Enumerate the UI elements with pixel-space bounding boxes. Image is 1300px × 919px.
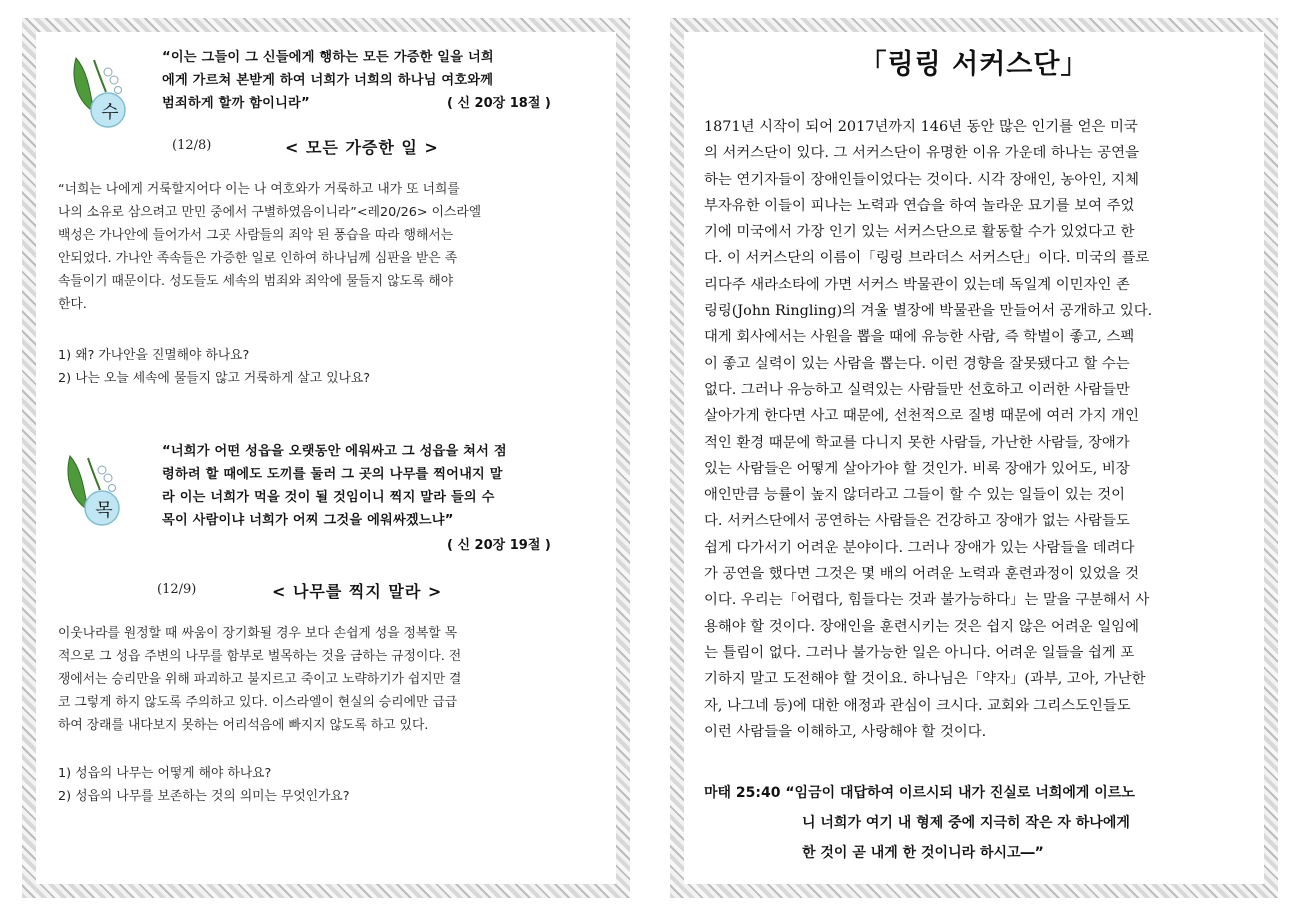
- page-title: 「링링 서커스단」: [859, 49, 1089, 80]
- body-line: 안되었다. 가나안 족속들은 가증한 일로 인하여 하나님께 심판을 받은 족: [58, 251, 458, 266]
- body-line: 는 틀림이 없다. 그러나 불가능한 일은 아니다. 어려운 일들을 쉽게 포: [704, 644, 1135, 661]
- body-line: 이다. 우리는「어렵다, 힘들다는 것과 불가능하다」는 말을 구분해서 사: [704, 592, 1150, 609]
- date-label: (12/9): [157, 582, 197, 597]
- body-line: 백성은 가나안에 들어가서 그곳 사람들의 죄악 된 풍습을 따라 행해서는: [58, 228, 454, 243]
- question-item: 1) 왜? 가나안을 진멸해야 하나요?: [58, 348, 250, 363]
- verse-reference: ( 신 20장 18절 ): [447, 96, 551, 111]
- verse-line: “이는 그들이 그 신들에게 행하는 모든 가증한 일을 너희: [162, 50, 494, 65]
- body-line: 있는 사람들은 어떻게 살아가야 할 것인가. 비록 장애가 있어도, 비장: [704, 460, 1130, 477]
- body-line: 이 좋고 실력이 있는 사람을 뽑는다. 이런 경향을 잘못됐다고 할 수는: [704, 355, 1130, 372]
- body-line: 살아가게 한다면 사고 때문에, 선천적으로 질병 때문에 여러 가지 개인: [704, 408, 1139, 425]
- question-list: [58, 344, 370, 390]
- body-line: 이런 사람들을 이해하고, 사랑해야 할 것이다.: [704, 723, 987, 740]
- body-line: 다. 서커스단에서 공연하는 사람들은 건강하고 장애가 없는 사람들도: [704, 513, 1130, 530]
- body-line: 애인만큼 능률이 높지 않더라고 그들이 할 수 있는 일들이 있는 것이: [704, 487, 1126, 504]
- question-item: 2) 나는 오늘 세속에 물들지 않고 거룩하게 살고 있나요?: [58, 371, 371, 386]
- badge-character: 수: [101, 102, 119, 123]
- body-line: 링링(John Ringling)의 겨울 별장에 박물관을 만들어서 공개하고 있다.: [704, 303, 1153, 320]
- body-line: 자, 나그네 등)에 대한 애정과 관심이 크시다. 교회와 그리스도인들도: [704, 697, 1131, 714]
- body-line: 적인 환경 때문에 학교를 다니지 못한 사람들, 가난한 사람들, 장애가: [704, 434, 1130, 451]
- verse-line: 라 이는 너희가 먹을 것이 될 것임이니 찍지 말라 들의 수: [162, 490, 495, 505]
- verse-block: [162, 440, 602, 532]
- verse-block: [704, 778, 1264, 868]
- left-page: [22, 18, 630, 898]
- body-line: 적으로 그 성읍 주변의 나무를 함부로 벌목하는 것을 금하는 규정이다. 전: [58, 649, 462, 664]
- body-line: 리다주 새라소타에 가면 서커스 박물관이 있는데 독일계 이민자인 존: [704, 276, 1130, 293]
- body-line: 부자유한 이들이 피나는 노력과 연습을 하여 놀라운 묘기를 보여 주었: [704, 197, 1135, 214]
- body-text: [58, 622, 603, 737]
- right-page: [670, 18, 1278, 898]
- body-line: 가 공연을 했다면 그것은 몇 배의 어려운 노력과 훈련과정이 있었을 것: [704, 566, 1139, 583]
- body-line: 나의 소유로 삼으려고 만민 중에서 구별하였음이니라”<레20/26> 이스라엘: [58, 205, 482, 220]
- body-line: 다. 이 서커스단의 이름이「링링 브라더스 서커스단」이다. 미국의 플로: [704, 250, 1150, 267]
- verse-reference: ( 신 20장 19절 ): [447, 538, 551, 553]
- question-list: [58, 762, 350, 808]
- body-line: “너희는 나에게 거룩할지어다 이는 나 여호와가 거룩하고 내가 또 너희를: [58, 182, 460, 197]
- verse-line: 목이 사람이냐 너희가 어찌 그것을 에워싸겠느냐”: [162, 513, 454, 528]
- verse-line: 한 것이 곧 내게 한 것이니라 하시고―”: [802, 845, 1044, 861]
- body-line: 한다.: [58, 297, 87, 312]
- body-text: [58, 178, 603, 316]
- body-line: 이웃나라를 원정할 때 싸움이 장기화될 경우 보다 손쉽게 성을 정복할 목: [58, 626, 458, 641]
- verse-line: 범죄하게 할까 함이니라”: [162, 96, 310, 111]
- body-line: 용해야 할 것이다. 장애인을 훈련시키는 것은 쉽지 않은 어려운 일임에: [704, 618, 1139, 635]
- date-label: (12/8): [172, 138, 212, 153]
- badge-character: 목: [95, 500, 113, 521]
- verse-line: “너희가 어떤 성읍을 오랫동안 에워싸고 그 성읍을 쳐서 점: [162, 444, 507, 459]
- section-heading: < 모든 가증한 일 >: [285, 138, 439, 157]
- body-line: 쉽게 다가서기 어려운 분야이다. 그러나 장애가 있는 사람들을 데려다: [704, 539, 1135, 556]
- question-item: 2) 성읍의 나무를 보존하는 것의 의미는 무엇인가요?: [58, 789, 350, 804]
- body-line: 기하지 말고 도전해야 할 것이요. 하나님은「약자」(과부, 고아, 가난한: [704, 671, 1146, 688]
- body-text: [704, 114, 1250, 745]
- section-heading: < 나무를 찍지 말라 >: [272, 582, 443, 601]
- body-line: 기에 미국에서 가장 인기 있는 서커스단으로 활동할 수가 있었다고 한: [704, 224, 1135, 241]
- body-line: 코 그렇게 하지 않도록 주의하고 있다. 이스라엘이 현실의 승리에만 급급: [58, 695, 458, 710]
- verse-line: 니 너희가 여기 내 형제 중에 지극히 작은 자 하나에게: [802, 815, 1130, 831]
- verse-line: 령하려 할 때에도 도끼를 둘러 그 곳의 나무를 찍어내지 말: [162, 467, 503, 482]
- body-line: 하여 장래를 내다보지 못하는 어리석음에 빠지지 않도록 하고 있다.: [58, 718, 429, 733]
- body-line: 1871년 시작이 되어 2017년까지 146년 동안 많은 인기를 얻은 미국: [704, 119, 1138, 135]
- body-line: 없다. 그러나 유능하고 실력있는 사람들만 선호하고 이러한 사람들만: [704, 381, 1130, 398]
- body-line: 속들이기 때문이다. 성도들도 세속의 범죄와 죄악에 물들지 않도록 해야: [58, 274, 454, 289]
- question-item: 1) 성읍의 나무는 어떻게 해야 하나요?: [58, 766, 272, 781]
- body-line: 대게 회사에서는 사원을 뽑을 때에 유능한 사람, 즉 학벌이 좋고, 스펙: [704, 329, 1135, 346]
- body-line: 쟁에서는 승리만을 위해 파괴하고 불지르고 죽이고 노략하기가 쉽지만 결: [58, 672, 462, 687]
- body-line: 의 서커스단이 있다. 그 서커스단이 유명한 이유 가운데 하나는 공연을: [704, 145, 1139, 162]
- verse-line: 마태 25:40 “임금이 대답하여 이르시되 내가 진실로 너희에게 이르노: [704, 785, 1135, 801]
- body-line: 하는 연기자들이 장애인들이었다는 것이다. 시각 장애인, 농아인, 지체: [704, 171, 1139, 188]
- verse-line: 에게 가르쳐 본받게 하여 너희가 너희의 하나님 여호와께: [162, 73, 494, 88]
